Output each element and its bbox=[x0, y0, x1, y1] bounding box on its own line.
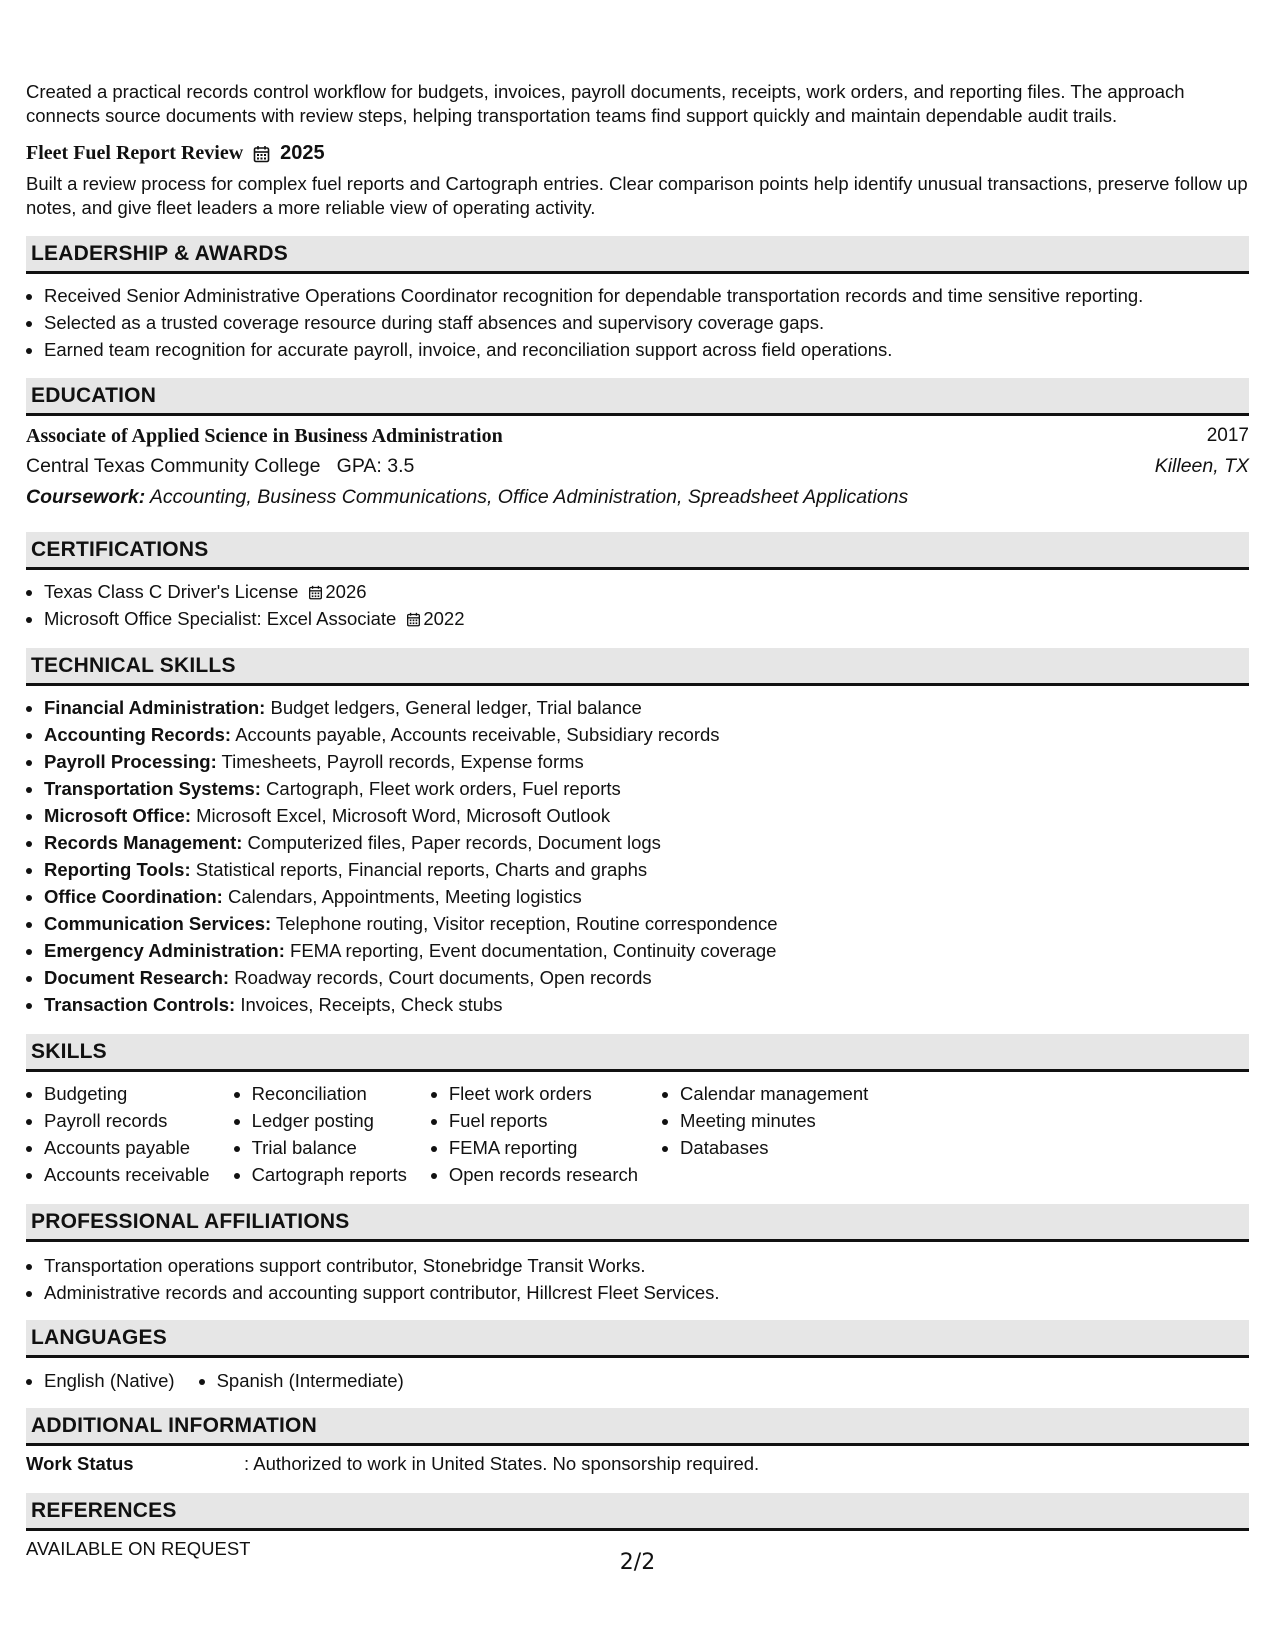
list-item: • Selected as a trusted coverage resource during staff absences and supervisory coverage gaps. bbox=[44, 309, 1143, 336]
list-item: • Payroll Processing: Timesheets, Payroll records, Expense forms bbox=[44, 748, 778, 775]
list-item: • Meeting minutes bbox=[680, 1107, 868, 1134]
list-item: • Records Management: Computerized files, Paper records, Document logs bbox=[44, 829, 778, 856]
section-header-languages: LANGUAGES bbox=[26, 1320, 1249, 1358]
coursework-list: Accounting, Business Communications, Office Administration, Spreadsheet Applications bbox=[145, 486, 909, 508]
list-item: • Budgeting bbox=[44, 1080, 210, 1107]
work-status bbox=[26, 1453, 759, 1475]
list-item: • Trial balance bbox=[252, 1134, 407, 1161]
list-item: • Document Research: Roadway records, Court documents, Open records bbox=[44, 964, 778, 991]
list-item: • Payroll records bbox=[44, 1107, 210, 1134]
list-item bbox=[44, 578, 464, 605]
coursework-label: Coursework: bbox=[26, 486, 146, 508]
section-header-leadership: LEADERSHIP & AWARDS bbox=[26, 236, 1249, 274]
languages-list bbox=[26, 1367, 428, 1394]
education-degree: Associate of Applied Science in Business Administration bbox=[26, 425, 503, 447]
affiliations-list bbox=[26, 1252, 720, 1306]
list-item: • Accounts payable bbox=[44, 1134, 210, 1161]
references-text: AVAILABLE ON REQUEST bbox=[26, 1538, 251, 1559]
page-number: 2/2 bbox=[619, 1550, 656, 1575]
education-year: 2017 bbox=[1206, 425, 1249, 446]
project-title bbox=[26, 142, 325, 165]
list-item: • Transportation Systems: Cartograph, Fleet work orders, Fuel reports bbox=[44, 775, 778, 802]
cert-name: Texas Class C Driver's License bbox=[44, 581, 299, 602]
skills-column bbox=[431, 1080, 638, 1188]
certifications-list bbox=[26, 578, 464, 632]
list-item: • Transaction Controls: Invoices, Receipts, Check stubs bbox=[44, 991, 778, 1018]
skills-column bbox=[26, 1080, 210, 1188]
project-year: 2025 bbox=[280, 142, 325, 164]
list-item bbox=[44, 605, 464, 632]
calendar-icon bbox=[308, 585, 323, 600]
list-item: • Open records research bbox=[449, 1161, 638, 1188]
list-item: • Communication Services: Telephone routing, Visitor reception, Routine correspondence bbox=[44, 910, 778, 937]
list-item: • Fuel reports bbox=[449, 1107, 638, 1134]
list-item: • Fleet work orders bbox=[449, 1080, 638, 1107]
technical-skills-list bbox=[26, 694, 778, 1018]
skills-column bbox=[234, 1080, 407, 1188]
leadership-list bbox=[26, 282, 1143, 363]
list-item: • Microsoft Office: Microsoft Excel, Microsoft Word, Microsoft Outlook bbox=[44, 802, 778, 829]
skills-grid bbox=[26, 1080, 892, 1188]
list-item: • Accounts receivable bbox=[44, 1161, 210, 1188]
list-item: • Administrative records and accounting support contributor, Hillcrest Fleet Services. bbox=[44, 1279, 720, 1306]
section-header-additional-info: ADDITIONAL INFORMATION bbox=[26, 1408, 1249, 1446]
list-item: • Financial Administration: Budget ledgers, General ledger, Trial balance bbox=[44, 694, 778, 721]
work-status-value: : Authorized to work in United States. No sponsorship required. bbox=[244, 1453, 760, 1474]
work-status-label: Work Status bbox=[26, 1453, 134, 1474]
list-item: • Reporting Tools: Statistical reports, Financial reports, Charts and graphs bbox=[44, 856, 778, 883]
list-item: • Accounting Records: Accounts payable, Accounts receivable, Subsidiary records bbox=[44, 721, 778, 748]
section-header-certifications: CERTIFICATIONS bbox=[26, 532, 1249, 570]
list-item: • Reconciliation bbox=[252, 1080, 407, 1107]
education-school: Central Texas Community College GPA: 3.5 bbox=[26, 455, 415, 477]
skills-column bbox=[662, 1080, 868, 1188]
list-item: • Databases bbox=[680, 1134, 868, 1161]
cert-year: 2026 bbox=[325, 581, 367, 602]
list-item: • Transportation operations support contributor, Stonebridge Transit Works. bbox=[44, 1252, 720, 1279]
section-header-technical-skills: TECHNICAL SKILLS bbox=[26, 648, 1249, 686]
list-item: • Ledger posting bbox=[252, 1107, 407, 1134]
calendar-icon bbox=[253, 145, 270, 163]
list-item: • Earned team recognition for accurate payroll, invoice, and reconciliation support across field operations. bbox=[44, 336, 1143, 363]
list-item: • Office Coordination: Calendars, Appointments, Meeting logistics bbox=[44, 883, 778, 910]
cert-year: 2022 bbox=[423, 608, 465, 629]
section-header-education: EDUCATION bbox=[26, 378, 1249, 416]
calendar-icon bbox=[406, 612, 421, 627]
section-header-references: REFERENCES bbox=[26, 1493, 1249, 1531]
list-item: • Received Senior Administrative Operations Coordinator recognition for dependable transportation records and time sensitive reporting. bbox=[44, 282, 1143, 309]
list-item: • FEMA reporting bbox=[449, 1134, 638, 1161]
education-coursework bbox=[26, 486, 908, 509]
list-item: • Cartograph reports bbox=[252, 1161, 407, 1188]
list-item: • Calendar management bbox=[680, 1080, 868, 1107]
project-name: Fleet Fuel Report Review bbox=[26, 142, 244, 164]
section-header-affiliations: PROFESSIONAL AFFILIATIONS bbox=[26, 1204, 1249, 1242]
section-header-skills: SKILLS bbox=[26, 1034, 1249, 1072]
project-intro-text: Created a practical records control workflow for budgets, invoices, payroll documents, receipts, work orders, and reporting files. The approach connects source documents with review steps, helping transportation teams find support quickly and maintain dependable audit trails. bbox=[26, 81, 1185, 126]
project-description: Built a review process for complex fuel reports and Cartograph entries. Clear comparison points help identify unusual transactions, preserve follow up notes, and give fleet leaders a more reliable view of operating activity. bbox=[26, 173, 1248, 218]
cert-name: Microsoft Office Specialist: Excel Associate bbox=[44, 608, 397, 629]
list-item: • Spanish (Intermediate) bbox=[217, 1367, 404, 1394]
list-item: • English (Native) bbox=[44, 1367, 175, 1394]
list-item: • Emergency Administration: FEMA reporting, Event documentation, Continuity coverage bbox=[44, 937, 778, 964]
education-location: Killeen, TX bbox=[1154, 455, 1249, 477]
